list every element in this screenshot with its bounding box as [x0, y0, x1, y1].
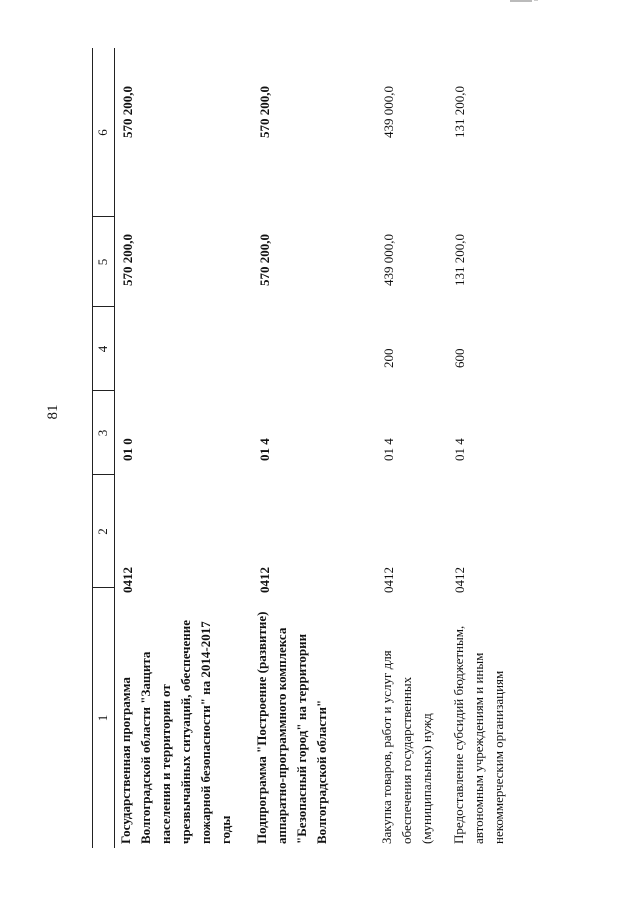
row-3-type: 200 [381, 348, 396, 368]
row-2-sum1: 570 200,0 [257, 234, 272, 286]
row-2-sum2: 570 200,0 [257, 86, 272, 138]
row-1-sum1: 570 200,0 [120, 234, 135, 286]
row-3-code: 0412 [381, 567, 396, 593]
header-col-4: 4 [95, 345, 110, 353]
row-3-name: Закупка товаров, работ и услуг для обеспечения государственных (муниципальных) нужд [379, 650, 434, 844]
row-3-sum2: 439 000,0 [381, 86, 396, 138]
row-1-code: 0412 [120, 567, 135, 593]
row-4-code: 0412 [452, 567, 467, 593]
header-col-3: 3 [95, 429, 110, 437]
row-2-target: 01 4 [257, 438, 272, 461]
row-3-sum1: 439 000,0 [381, 234, 396, 286]
scan-mark [534, 0, 538, 1]
row-1-sum2: 570 200,0 [120, 86, 135, 138]
scan-mark [510, 0, 532, 2]
header-separator [114, 48, 115, 848]
budget-table [92, 48, 592, 848]
row-4-type: 600 [452, 348, 467, 368]
row-4-sum1: 131 200,0 [452, 234, 467, 286]
header-col-5: 5 [95, 258, 110, 266]
row-2-name: Подпрограмма "Построение (развитие) аппаратно-программного комплекса "Безопасный город" на территории Волгоградской области" [254, 611, 329, 844]
row-4-name: Предоставление субсидий бюджетным, автономным учреждениям и иным некоммерческим организациям [451, 625, 506, 844]
row-4-target: 01 4 [452, 438, 467, 461]
row-2-code: 0412 [257, 567, 272, 593]
page-number: 81 [45, 404, 61, 420]
row-4-sum2: 131 200,0 [452, 86, 467, 138]
header-col-6: 6 [95, 129, 110, 136]
row-3-target: 01 4 [381, 438, 396, 461]
header-col-2: 2 [95, 528, 110, 535]
row-1-target: 01 0 [120, 438, 135, 461]
header-col-1: 1 [95, 714, 110, 722]
row-1-name: Государственная программа Волгоградской области "Защита населения и территории от чрезвычайных ситуаций, обеспечение пожарной безопасности" на 2014-2017 годы [118, 619, 233, 844]
